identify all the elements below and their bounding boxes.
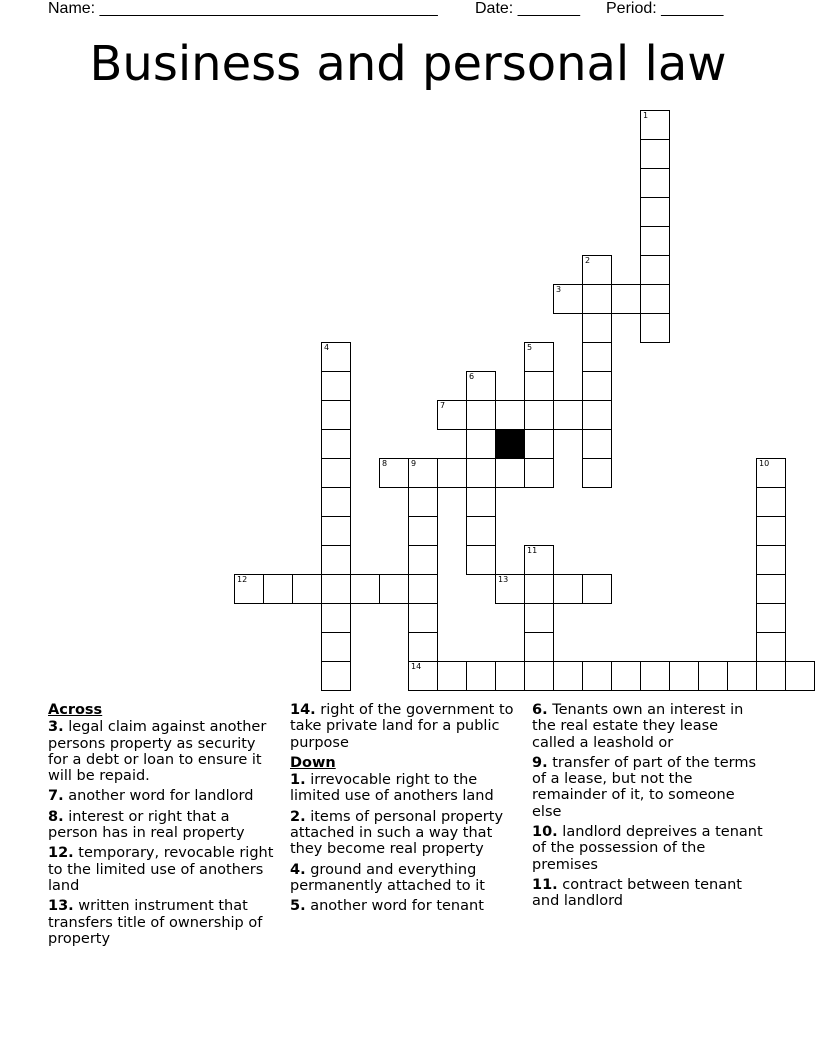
clue-3: [48, 719, 280, 784]
crossword-cell[interactable]: [466, 487, 496, 517]
clue-text: contract between tenant and landlord: [532, 876, 742, 910]
down-heading: Down: [290, 754, 336, 771]
crossword-cell[interactable]: [756, 632, 786, 662]
clue-number: 7.: [48, 788, 64, 805]
cell-number: 9: [411, 459, 417, 468]
clue-text: right of the government to take private land for a public purpose: [290, 702, 514, 751]
clue-number: 10.: [532, 824, 558, 841]
name-field-label[interactable]: Name: ______________________________________: [48, 0, 438, 17]
clue-text: written instrument that transfers title of ownership of property: [48, 898, 263, 947]
clue-number: 6.: [532, 702, 548, 718]
clue-number: 4.: [290, 861, 306, 878]
clue-6: [532, 702, 764, 751]
crossword-cell[interactable]: [495, 574, 525, 604]
crossword-cell[interactable]: [234, 574, 264, 604]
crossword-cell[interactable]: [582, 429, 612, 459]
crossword-cell[interactable]: [553, 574, 583, 604]
crossword-cell[interactable]: [756, 458, 786, 488]
clue-text: transfer of part of the terms of a lease, but not the remainder of it, to someone else: [532, 754, 757, 820]
crossword-cell[interactable]: [582, 574, 612, 604]
clue-12: [48, 845, 280, 894]
crossword-cell[interactable]: [582, 400, 612, 430]
crossword-cell[interactable]: [524, 400, 554, 430]
crossword-cell[interactable]: [582, 284, 612, 314]
crossword-cell[interactable]: [379, 458, 409, 488]
crossword-cell[interactable]: [727, 661, 757, 691]
crossword-cell[interactable]: [640, 139, 670, 169]
crossword-cell[interactable]: [756, 516, 786, 546]
cell-number: 6: [469, 372, 475, 381]
crossword-cell[interactable]: [524, 371, 554, 401]
crossword-cell[interactable]: [756, 661, 786, 691]
clues-column-1: [48, 702, 280, 951]
crossword-cell[interactable]: [524, 574, 554, 604]
crossword-cell[interactable]: [640, 110, 670, 140]
crossword-cell[interactable]: [524, 603, 554, 633]
cell-number: 1: [643, 111, 649, 120]
crossword-cell[interactable]: [408, 487, 438, 517]
crossword-cell[interactable]: [321, 487, 351, 517]
crossword-cell[interactable]: [321, 371, 351, 401]
crossword-cell[interactable]: [321, 429, 351, 459]
clue-1: [290, 772, 522, 805]
cell-number: 5: [527, 343, 533, 352]
cell-number: 3: [556, 285, 562, 294]
crossword-cell[interactable]: [437, 400, 467, 430]
crossword-cell[interactable]: [321, 661, 351, 691]
clue-number: 8.: [48, 808, 64, 825]
cell-number: 12: [237, 575, 248, 584]
crossword-cell[interactable]: [408, 545, 438, 575]
crossword-cell[interactable]: [350, 574, 380, 604]
crossword-cell[interactable]: [466, 661, 496, 691]
clue-10: [532, 824, 764, 873]
clue-text: irrevocable right to the limited use of anothers land: [290, 772, 494, 805]
cell-number: 10: [759, 459, 770, 468]
clue-5: [290, 898, 522, 914]
clue-number: 2.: [290, 808, 306, 825]
clue-number: 12.: [48, 845, 74, 862]
clue-text: legal claim against another persons property as security for a debt or loan to ensure it will be repaid.: [48, 719, 267, 785]
cell-number: 11: [527, 546, 538, 555]
crossword-cell[interactable]: [408, 632, 438, 662]
crossword-cell[interactable]: [495, 661, 525, 691]
crossword-cell[interactable]: [553, 284, 583, 314]
cell-number: 13: [498, 575, 509, 584]
clues-column-2: [290, 702, 522, 919]
crossword-cell[interactable]: [756, 545, 786, 575]
crossword-cell[interactable]: [321, 545, 351, 575]
crossword-cell[interactable]: [466, 429, 496, 459]
crossword-cell[interactable]: [582, 342, 612, 372]
crossword-cell[interactable]: [466, 400, 496, 430]
crossword-cell[interactable]: [524, 632, 554, 662]
crossword-cell[interactable]: [466, 545, 496, 575]
crossword-cell[interactable]: [640, 255, 670, 285]
crossword-cell[interactable]: [466, 371, 496, 401]
crossword-cell[interactable]: [785, 661, 815, 691]
period-field-label[interactable]: Period: _______: [606, 0, 724, 17]
crossword-cell[interactable]: [437, 458, 467, 488]
clue-text: interest or right that a person has in real property: [48, 808, 245, 842]
clue-7: [48, 788, 280, 804]
crossword-cell[interactable]: [495, 458, 525, 488]
crossword-cell[interactable]: [698, 661, 728, 691]
crossword-cell[interactable]: [321, 342, 351, 372]
clue-number: 13.: [48, 898, 74, 915]
cell-number: 2: [585, 256, 591, 265]
clue-number: 14.: [290, 702, 316, 718]
crossword-cell[interactable]: [640, 226, 670, 256]
crossword-cell[interactable]: [582, 661, 612, 691]
clue-2: [290, 809, 522, 858]
date-field-label[interactable]: Date: _______: [475, 0, 580, 17]
crossword-cell[interactable]: [640, 197, 670, 227]
page-title: Business and personal law: [89, 36, 727, 92]
crossword-cell[interactable]: [582, 371, 612, 401]
crossword-cell[interactable]: [524, 429, 554, 459]
clue-13: [48, 898, 280, 947]
crossword-cell[interactable]: [524, 458, 554, 488]
crossword-cell[interactable]: [582, 255, 612, 285]
clue-text: another word for landlord: [63, 788, 254, 805]
cell-number: 7: [440, 401, 446, 410]
crossword-cell[interactable]: [640, 284, 670, 314]
crossword-cell[interactable]: [321, 400, 351, 430]
clue-text: Tenants own an interest in the real estate they lease called a leashold or: [532, 702, 744, 751]
crossword-cell[interactable]: [321, 574, 351, 604]
clue-number: 11.: [532, 876, 558, 893]
clue-number: 9.: [532, 754, 548, 771]
crossword-cell[interactable]: [321, 603, 351, 633]
clue-text: temporary, revocable right to the limited use of anothers land: [48, 845, 274, 894]
clues-column-3: [532, 702, 764, 914]
crossword-cell[interactable]: [756, 487, 786, 517]
crossword-cell[interactable]: [263, 574, 293, 604]
across-heading: Across: [48, 702, 103, 718]
crossword-cell[interactable]: [321, 458, 351, 488]
clue-number: 3.: [48, 719, 64, 736]
crossword-cell[interactable]: [582, 313, 612, 343]
crossword-cell[interactable]: [756, 603, 786, 633]
crossword-cell[interactable]: [495, 400, 525, 430]
cell-number: 8: [382, 459, 388, 468]
crossword-cell[interactable]: [379, 574, 409, 604]
crossword-cell[interactable]: [524, 545, 554, 575]
crossword-cell[interactable]: [321, 516, 351, 546]
cell-number: 14: [411, 662, 422, 671]
crossword-cell[interactable]: [640, 313, 670, 343]
crossword-cell[interactable]: [466, 458, 496, 488]
clue-number: 5.: [290, 898, 306, 915]
crossword-cell[interactable]: [582, 458, 612, 488]
clue-text: landlord depreives a tenant of the possession of the premises: [532, 824, 763, 873]
clue-text: another word for tenant: [305, 898, 484, 915]
crossword-cell[interactable]: [408, 458, 438, 488]
crossword-cell[interactable]: [611, 284, 641, 314]
crossword-cell[interactable]: [640, 661, 670, 691]
crossword-cell[interactable]: [524, 342, 554, 372]
clue-text: ground and everything permanently attached to it: [290, 861, 485, 894]
crossword-cell[interactable]: [321, 632, 351, 662]
crossword-cell[interactable]: [553, 661, 583, 691]
crossword-cell[interactable]: [524, 661, 554, 691]
crossword-cell[interactable]: [408, 603, 438, 633]
crossword-cell[interactable]: [611, 661, 641, 691]
clue-14: [290, 702, 522, 751]
crossword-cell[interactable]: [292, 574, 322, 604]
cell-number: 4: [324, 343, 330, 352]
crossword-cell[interactable]: [466, 516, 496, 546]
clue-8: [48, 809, 280, 842]
clue-11: [532, 877, 764, 910]
crossword-cell[interactable]: [553, 400, 583, 430]
crossword-cell[interactable]: [408, 661, 438, 691]
crossword-cell[interactable]: [669, 661, 699, 691]
clue-4: [290, 862, 522, 895]
crossword-cell[interactable]: [437, 661, 467, 691]
crossword-cell[interactable]: [640, 168, 670, 198]
crossword-cell[interactable]: [756, 574, 786, 604]
clue-text: items of personal property attached in such a way that they become real property: [290, 808, 504, 858]
crossword-cell[interactable]: [408, 574, 438, 604]
clue-number: 1.: [290, 772, 306, 789]
crossword-cell[interactable]: [408, 516, 438, 546]
clue-9: [532, 755, 764, 820]
crossword-black-cell: [495, 429, 525, 459]
